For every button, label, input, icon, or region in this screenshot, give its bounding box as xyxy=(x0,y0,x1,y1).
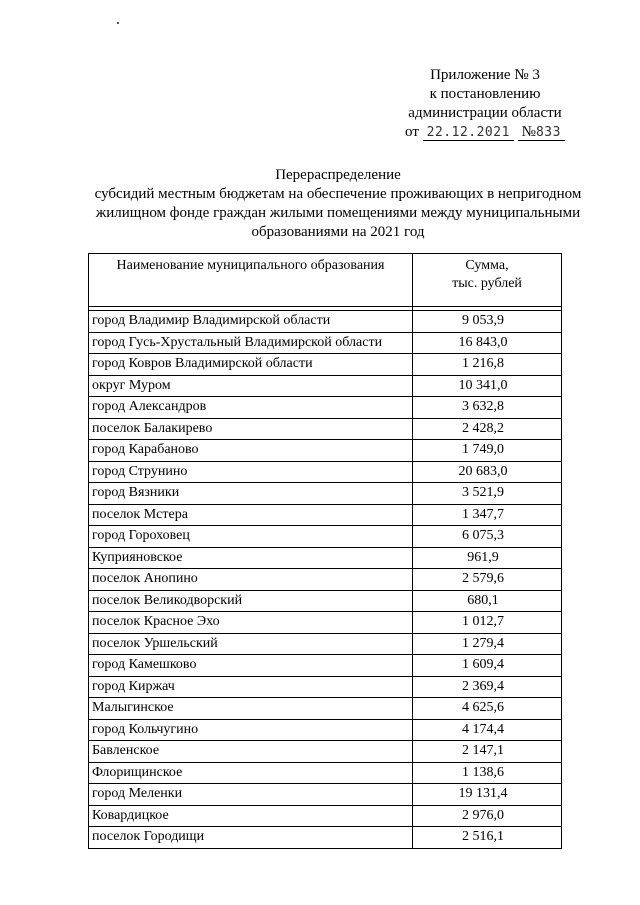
subsidy-amount: 19 131,4 xyxy=(413,784,562,806)
municipality-name: город Вязники xyxy=(89,483,413,505)
table-row xyxy=(89,655,562,677)
table-row xyxy=(89,590,562,612)
number-prefix: № xyxy=(521,124,536,140)
subsidy-amount: 6 075,3 xyxy=(413,526,562,548)
header-name: Наименование муниципального образования xyxy=(89,254,413,307)
table-row xyxy=(89,504,562,526)
table-header-row xyxy=(89,254,562,307)
subsidy-table xyxy=(88,253,562,849)
appendix-label: Приложение № 3 xyxy=(430,67,540,83)
subsidy-amount: 2 976,0 xyxy=(413,805,562,827)
header-sum-line-1: Сумма, xyxy=(465,258,509,273)
table-row xyxy=(89,483,562,505)
table-row xyxy=(89,633,562,655)
subsidy-amount: 2 579,6 xyxy=(413,569,562,591)
table-row xyxy=(89,547,562,569)
scan-speck xyxy=(117,22,119,24)
appendix-resolution-line: к постановлению xyxy=(429,86,541,102)
municipality-name: город Владимир Владимирской области xyxy=(89,311,413,333)
number-value: 833 xyxy=(535,125,561,140)
subsidy-amount: 1 012,7 xyxy=(413,612,562,634)
subsidy-amount: 3 521,9 xyxy=(413,483,562,505)
header-sum xyxy=(413,254,562,307)
municipality-name: поселок Балакирево xyxy=(89,418,413,440)
subsidy-amount: 2 516,1 xyxy=(413,827,562,849)
subsidy-amount: 3 632,8 xyxy=(413,397,562,419)
table-row xyxy=(89,784,562,806)
subsidy-amount: 16 843,0 xyxy=(413,332,562,354)
municipality-name: поселок Уршельский xyxy=(89,633,413,655)
title-line-2: субсидий местным бюджетам на обеспечение проживающих в непригодном xyxy=(94,186,582,202)
municipality-name: Бавленское xyxy=(89,741,413,763)
table-row xyxy=(89,827,562,849)
subsidy-amount: 1 347,7 xyxy=(413,504,562,526)
municipality-name: Флорищинское xyxy=(89,762,413,784)
date-prefix: от xyxy=(405,124,419,140)
subsidy-amount: 2 369,4 xyxy=(413,676,562,698)
municipality-name: город Камешково xyxy=(89,655,413,677)
subsidy-amount: 2 428,2 xyxy=(413,418,562,440)
municipality-name: поселок Мстера xyxy=(89,504,413,526)
table-row xyxy=(89,461,562,483)
table-row xyxy=(89,354,562,376)
subsidy-amount: 4 625,6 xyxy=(413,698,562,720)
municipality-name: Ковардицкое xyxy=(89,805,413,827)
table-row xyxy=(89,397,562,419)
title-line-1: Перераспределение xyxy=(275,167,401,183)
municipality-name: поселок Анопино xyxy=(89,569,413,591)
table-row xyxy=(89,332,562,354)
municipality-name: город Гороховец xyxy=(89,526,413,548)
subsidy-amount: 1 138,6 xyxy=(413,762,562,784)
municipality-name: город Ковров Владимирской области xyxy=(89,354,413,376)
appendix-administration-line: администрации области xyxy=(408,105,562,121)
municipality-name: город Карабаново xyxy=(89,440,413,462)
municipality-name: город Меленки xyxy=(89,784,413,806)
municipality-name: город Кольчугино xyxy=(89,719,413,741)
municipality-name: Куприяновское xyxy=(89,547,413,569)
table-row xyxy=(89,612,562,634)
municipality-name: поселок Городищи xyxy=(89,827,413,849)
table-row xyxy=(89,375,562,397)
title-line-3: жилищном фонде граждан жилыми помещениями между муниципальными xyxy=(95,205,581,221)
municipality-name: поселок Красное Эхо xyxy=(89,612,413,634)
table-row xyxy=(89,762,562,784)
subsidy-amount: 680,1 xyxy=(413,590,562,612)
subsidy-amount: 4 174,4 xyxy=(413,719,562,741)
table-row xyxy=(89,569,562,591)
table-row xyxy=(89,805,562,827)
table-row xyxy=(89,311,562,333)
subsidy-amount: 9 053,9 xyxy=(413,311,562,333)
table-row xyxy=(89,526,562,548)
subsidy-amount: 1 216,8 xyxy=(413,354,562,376)
subsidy-amount: 961,9 xyxy=(413,547,562,569)
table-row xyxy=(89,698,562,720)
table-row xyxy=(89,676,562,698)
document-title xyxy=(88,166,588,242)
table-row xyxy=(89,418,562,440)
table-row xyxy=(89,741,562,763)
municipality-name: город Александров xyxy=(89,397,413,419)
title-line-4: образованиями на 2021 год xyxy=(251,224,425,240)
subsidy-amount: 1 749,0 xyxy=(413,440,562,462)
subsidy-amount: 1 609,4 xyxy=(413,655,562,677)
header-sum-line-2: тыс. рублей xyxy=(452,276,522,291)
appendix-date-line xyxy=(390,123,580,142)
date-value: 22.12.2021 xyxy=(423,125,514,141)
municipality-name: поселок Великодворский xyxy=(89,590,413,612)
number-field xyxy=(518,124,565,141)
municipality-name: Малыгинское xyxy=(89,698,413,720)
municipality-name: город Киржач xyxy=(89,676,413,698)
municipality-name: город Гусь-Хрустальный Владимирской области xyxy=(89,332,413,354)
subsidy-amount: 2 147,1 xyxy=(413,741,562,763)
municipality-name: округ Муром xyxy=(89,375,413,397)
subsidy-amount: 10 341,0 xyxy=(413,375,562,397)
table-row xyxy=(89,440,562,462)
appendix-block xyxy=(390,66,580,142)
subsidy-amount: 1 279,4 xyxy=(413,633,562,655)
table-row xyxy=(89,719,562,741)
subsidy-amount: 20 683,0 xyxy=(413,461,562,483)
municipality-name: город Струнино xyxy=(89,461,413,483)
